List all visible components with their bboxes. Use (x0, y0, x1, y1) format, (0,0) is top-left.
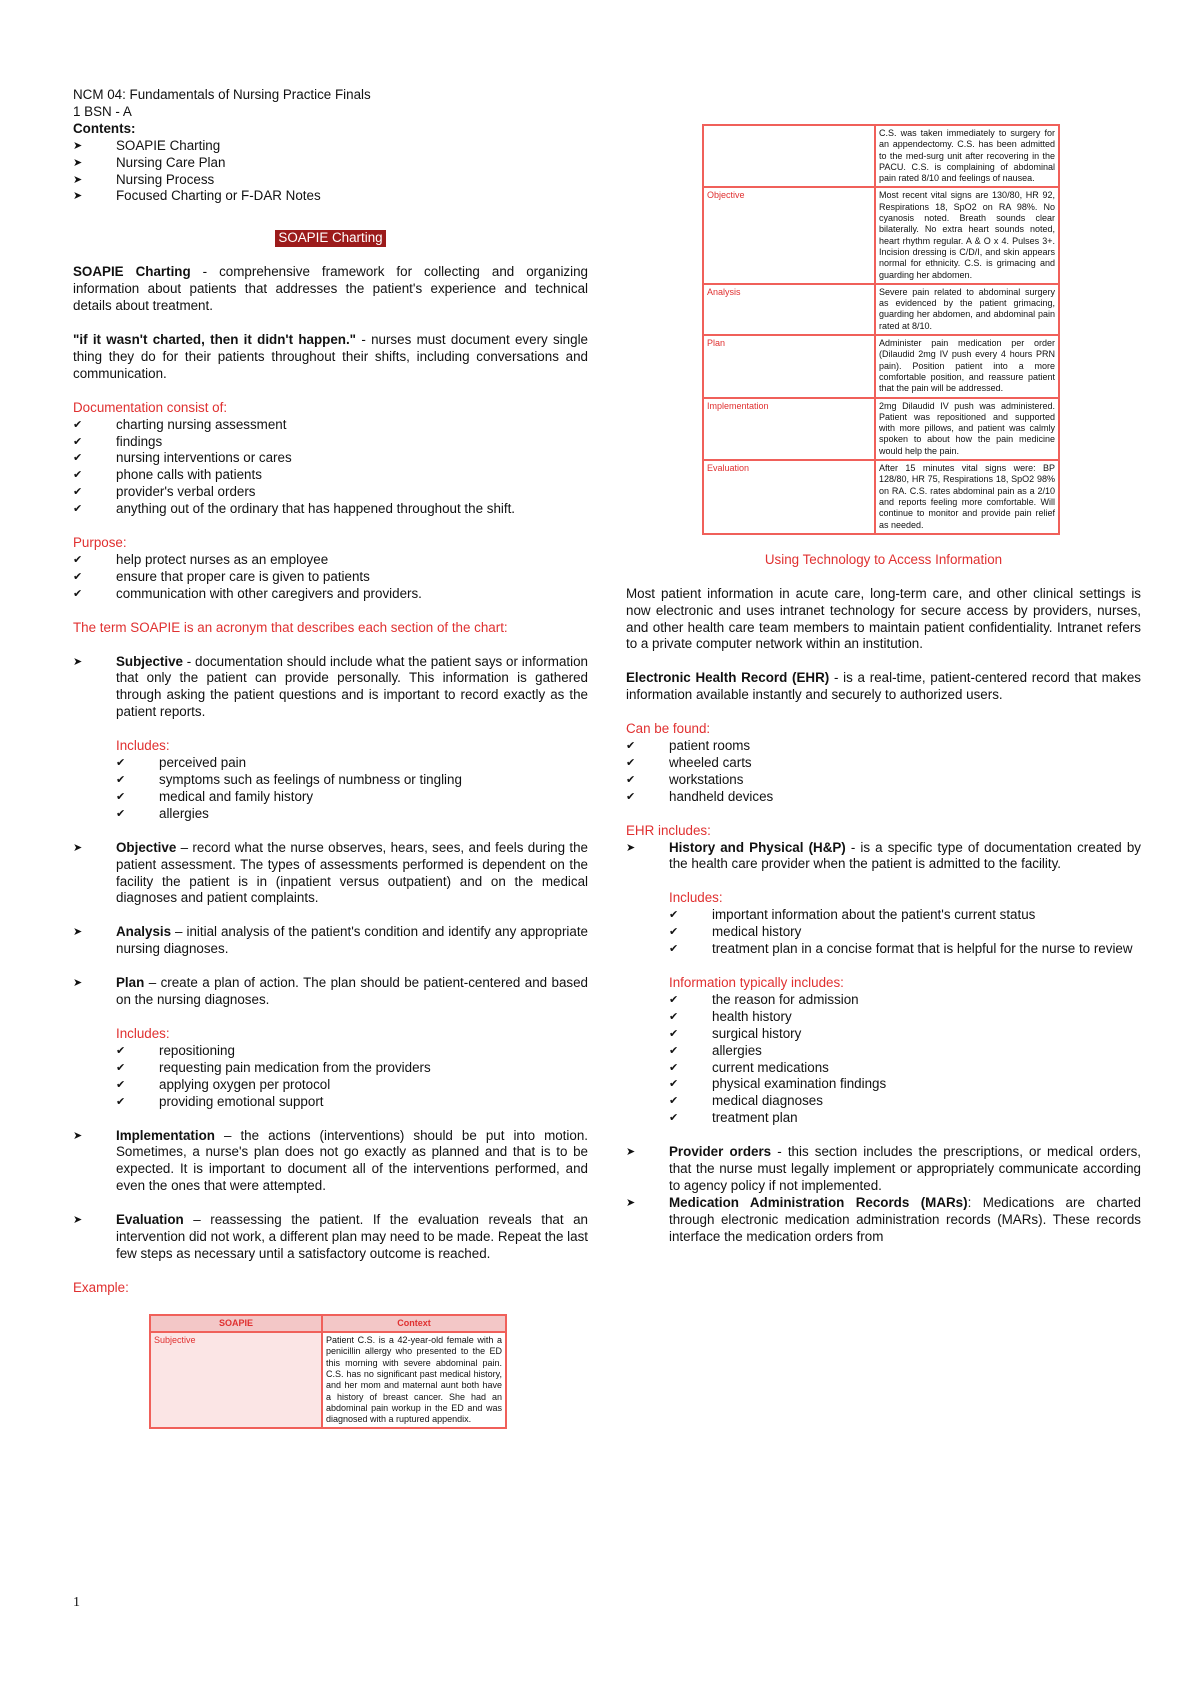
list-item: ✔ nursing interventions or cares (73, 450, 588, 467)
list-item: ✔ patient rooms (626, 738, 1141, 755)
ehr-includes-list (626, 840, 1141, 874)
subjective-includes-label: Includes: (116, 738, 170, 754)
list-item: ✔ surgical history (669, 1026, 1141, 1043)
soapie-sections (73, 1128, 588, 1196)
subjective-item: ➤ Subjective - documentation should include what the patient says or information that only the patient can provide personally. This information is gathered through asking the patient questions and is important to record exactly as the patient reports. (73, 654, 588, 722)
list-item: ✔ current medications (669, 1060, 1141, 1077)
found-list (626, 738, 1141, 806)
soapie-sections (73, 654, 588, 722)
plan-includes-label: Includes: (116, 1025, 170, 1041)
tech-heading: Using Technology to Access Information (764, 551, 1003, 567)
row-context: Patient C.S. is a 42-year-old female with a penicillin allergy who presented to the ED this morning with severe abdominal pain. C.S. has no significant past medical history, and her mom and maternal aunt both have a history of breast cancer. She had an abdominal pain workup in the ED and was diagnosed with a ruptured appendix. (322, 1332, 506, 1428)
row-label: Implementation (703, 398, 875, 460)
list-item: ✔ communication with other caregivers and providers. (73, 586, 588, 603)
row-context: Severe pain related to abdominal surgery as evidenced by the patient grimacing, guarding her abdomen, and abdominal pain rated at 8/10. (875, 284, 1059, 335)
purpose-list (73, 552, 588, 603)
list-item: ✔ requesting pain medication from the providers (116, 1060, 588, 1077)
list-item: ✔ important information about the patient's current status (669, 907, 1141, 924)
contents-item: ➤ Nursing Process (73, 172, 588, 189)
purpose-label: Purpose: (73, 535, 127, 551)
list-item: ✔ repositioning (116, 1043, 588, 1060)
evaluation-item: ➤ Evaluation – reassessing the patient. If the evaluation reveals that an intervention did not work, a different plan may need to be made. Repeat the last few steps as necessary until a satisfactory outcome is reached. (73, 1212, 588, 1263)
list-item: ✔ wheeled carts (626, 755, 1141, 772)
list-item: ✔ provider's verbal orders (73, 484, 588, 501)
list-item: ✔ treatment plan (669, 1110, 1141, 1127)
hp-includes-list (626, 907, 1141, 958)
analysis-item: ➤ Analysis – initial analysis of the patient's condition and identify any appropriate nursing diagnoses. (73, 924, 588, 958)
implementation-item: ➤ Implementation – the actions (interventions) should be put into motion. Sometimes, a nurse's plan does not go exactly as planned and that is to be expected. It is important to document all of the interventions performed, and even the ones that were attempted. (73, 1128, 588, 1196)
ehr-includes-label: EHR includes: (626, 822, 711, 838)
column-header: Context (322, 1315, 506, 1332)
column-header: SOAPIE (150, 1315, 322, 1332)
list-item: ✔ phone calls with patients (73, 467, 588, 484)
example-label: Example: (73, 1279, 129, 1295)
list-item: ✔ symptoms such as feelings of numbness or tingling (116, 772, 588, 789)
acronym-note: The term SOAPIE is an acronym that describes each section of the chart: (73, 619, 508, 635)
soapie-sections (73, 840, 588, 908)
example-table (149, 1314, 507, 1430)
documentation-label: Documentation consist of: (73, 399, 228, 415)
soapie-sections (73, 1212, 588, 1263)
list-item: ✔ anything out of the ordinary that has happened throughout the shift. (73, 501, 588, 518)
row-context: Most recent vital signs are 130/80, HR 92, Respirations 18, SpO2 on RA 98%. No cyanosis noted. Breath sounds clear bilaterally. No extra heart sounds noted, heart rhythm regular. A & O x 4. Pulses 3+. Incision dressing is C/D/I, and skin appears normal for ethnicity. C.S. is grimacing and guarding her abdomen. (875, 187, 1059, 283)
list-item: ✔ health history (669, 1009, 1141, 1026)
row-label: Plan (703, 335, 875, 397)
subjective-includes-list (73, 755, 588, 823)
provider-orders-item: ➤ Provider orders - this section includes the prescriptions, or medical orders, that the nurse must legally implement or appropriately communicate according to agency policy if not implemented. (626, 1144, 1141, 1195)
list-item: ✔ allergies (116, 806, 588, 823)
quote-paragraph: "if it wasn't charted, then it didn't happen." - nurses must document every single thing they do for their patients throughout their shifts, including conversations and communication. (73, 331, 588, 381)
mar-item: ➤ Medication Administration Records (MARs): Medications are charted through electronic medication administration records (MARs). These records interface the medication orders from (626, 1195, 1141, 1246)
list-item: ✔ medical and family history (116, 789, 588, 806)
list-item: ✔ ensure that proper care is given to patients (73, 569, 588, 586)
contents-list (73, 138, 588, 206)
ehr-definition: Electronic Health Record (EHR) - is a real-time, patient-centered record that makes information available instantly and securely to authorized users. (626, 670, 1142, 703)
documentation-list (73, 417, 588, 518)
row-label: Objective (703, 187, 875, 283)
list-item: ✔ providing emotional support (116, 1094, 588, 1111)
soapie-sections (73, 924, 588, 958)
contents-label: Contents: (73, 120, 136, 136)
contents-item: ➤ Focused Charting or F-DAR Notes (73, 188, 588, 205)
left-column (73, 87, 588, 1429)
row-label: Evaluation (703, 460, 875, 534)
row-label: Analysis (703, 284, 875, 335)
course-title: NCM 04: Fundamentals of Nursing Practice Finals (73, 87, 371, 102)
info-list (626, 992, 1141, 1127)
list-item: ✔ physical examination findings (669, 1076, 1141, 1093)
row-label (703, 125, 875, 187)
contents-item: ➤ Nursing Care Plan (73, 155, 588, 172)
list-item: ✔ allergies (669, 1043, 1141, 1060)
list-item: ✔ help protect nurses as an employee (73, 552, 588, 569)
row-context: 2mg Dilaudid IV push was administered. Patient was repositioned and supported with more pillows, and patient was calmly spoken to about how the pain medicine would help the pain. (875, 398, 1059, 460)
found-label: Can be found: (626, 721, 711, 737)
hp-includes-label: Includes: (669, 890, 723, 906)
tech-intro: Most patient information in acute care, long-term care, and other clinical settings is now electronic and uses intranet technology for secure access by providers, nurses, and other health care team members to maintain patient confidentiality. Intranet refers to a private computer network within an institution. (626, 585, 1141, 652)
objective-item: ➤ Objective – record what the nurse observes, hears, sees, and feels during the patient assessment. The types of assessments performed is dependent on the facility the patient is in (inpatient versus outpatient) and on the medical diagnoses and patient complaints. (73, 840, 588, 908)
list-item: ✔ handheld devices (626, 789, 1141, 806)
list-item: ✔ charting nursing assessment (73, 417, 588, 434)
section-label: 1 BSN - A (73, 103, 132, 119)
info-label: Information typically includes: (669, 975, 844, 991)
list-item: ✔ treatment plan in a concise format that is helpful for the nurse to review (669, 941, 1141, 958)
list-item: ✔ medical diagnoses (669, 1093, 1141, 1110)
page-number: 1 (73, 1595, 80, 1610)
list-item: ✔ applying oxygen per protocol (116, 1077, 588, 1094)
example-table-continued (702, 124, 1060, 535)
hp-item: ➤ History and Physical (H&P) - is a specific type of documentation created by the health care provider when the patient is admitted to the facility. (626, 840, 1141, 874)
soapie-definition: SOAPIE Charting - comprehensive framework for collecting and organizing information about patients that addresses the patient's experience and technical details about treatment. (73, 264, 588, 314)
plan-item: ➤ Plan – create a plan of action. The plan should be patient-centered and based on the nursing diagnoses. (73, 975, 588, 1009)
list-item: ✔ medical history (669, 924, 1141, 941)
ehr-includes-list (626, 1144, 1141, 1245)
right-column (626, 124, 1141, 1246)
row-context: Administer pain medication per order (Dilaudid 2mg IV push every 4 hours PRN pain). Position patient into a more comfortable position, and reassure patient that the pain will be addressed. (875, 335, 1059, 397)
soapie-sections (73, 975, 588, 1009)
plan-includes-list (73, 1043, 588, 1111)
row-label: Subjective (150, 1332, 322, 1428)
row-context: After 15 minutes vital signs were: BP 128/80, HR 75, Respirations 18, SpO2 98% on RA. C.S. rates abdominal pain as a 2/10 and reports feeling more comfortable. Will continue to monitor and provide pain relief as needed. (875, 460, 1059, 534)
list-item: ✔ perceived pain (116, 755, 588, 772)
row-context: C.S. was taken immediately to surgery for an appendectomy. C.S. has been admitted to the med-surg unit after recovering in the PACU. C.S. is complaining of abdominal pain rated 8/10 and feelings of nausea. (875, 125, 1059, 187)
soapie-heading: SOAPIE Charting (275, 230, 385, 247)
list-item: ✔ the reason for admission (669, 992, 1141, 1009)
list-item: ✔ workstations (626, 772, 1141, 789)
list-item: ✔ findings (73, 434, 588, 451)
contents-item: ➤ SOAPIE Charting (73, 138, 588, 155)
